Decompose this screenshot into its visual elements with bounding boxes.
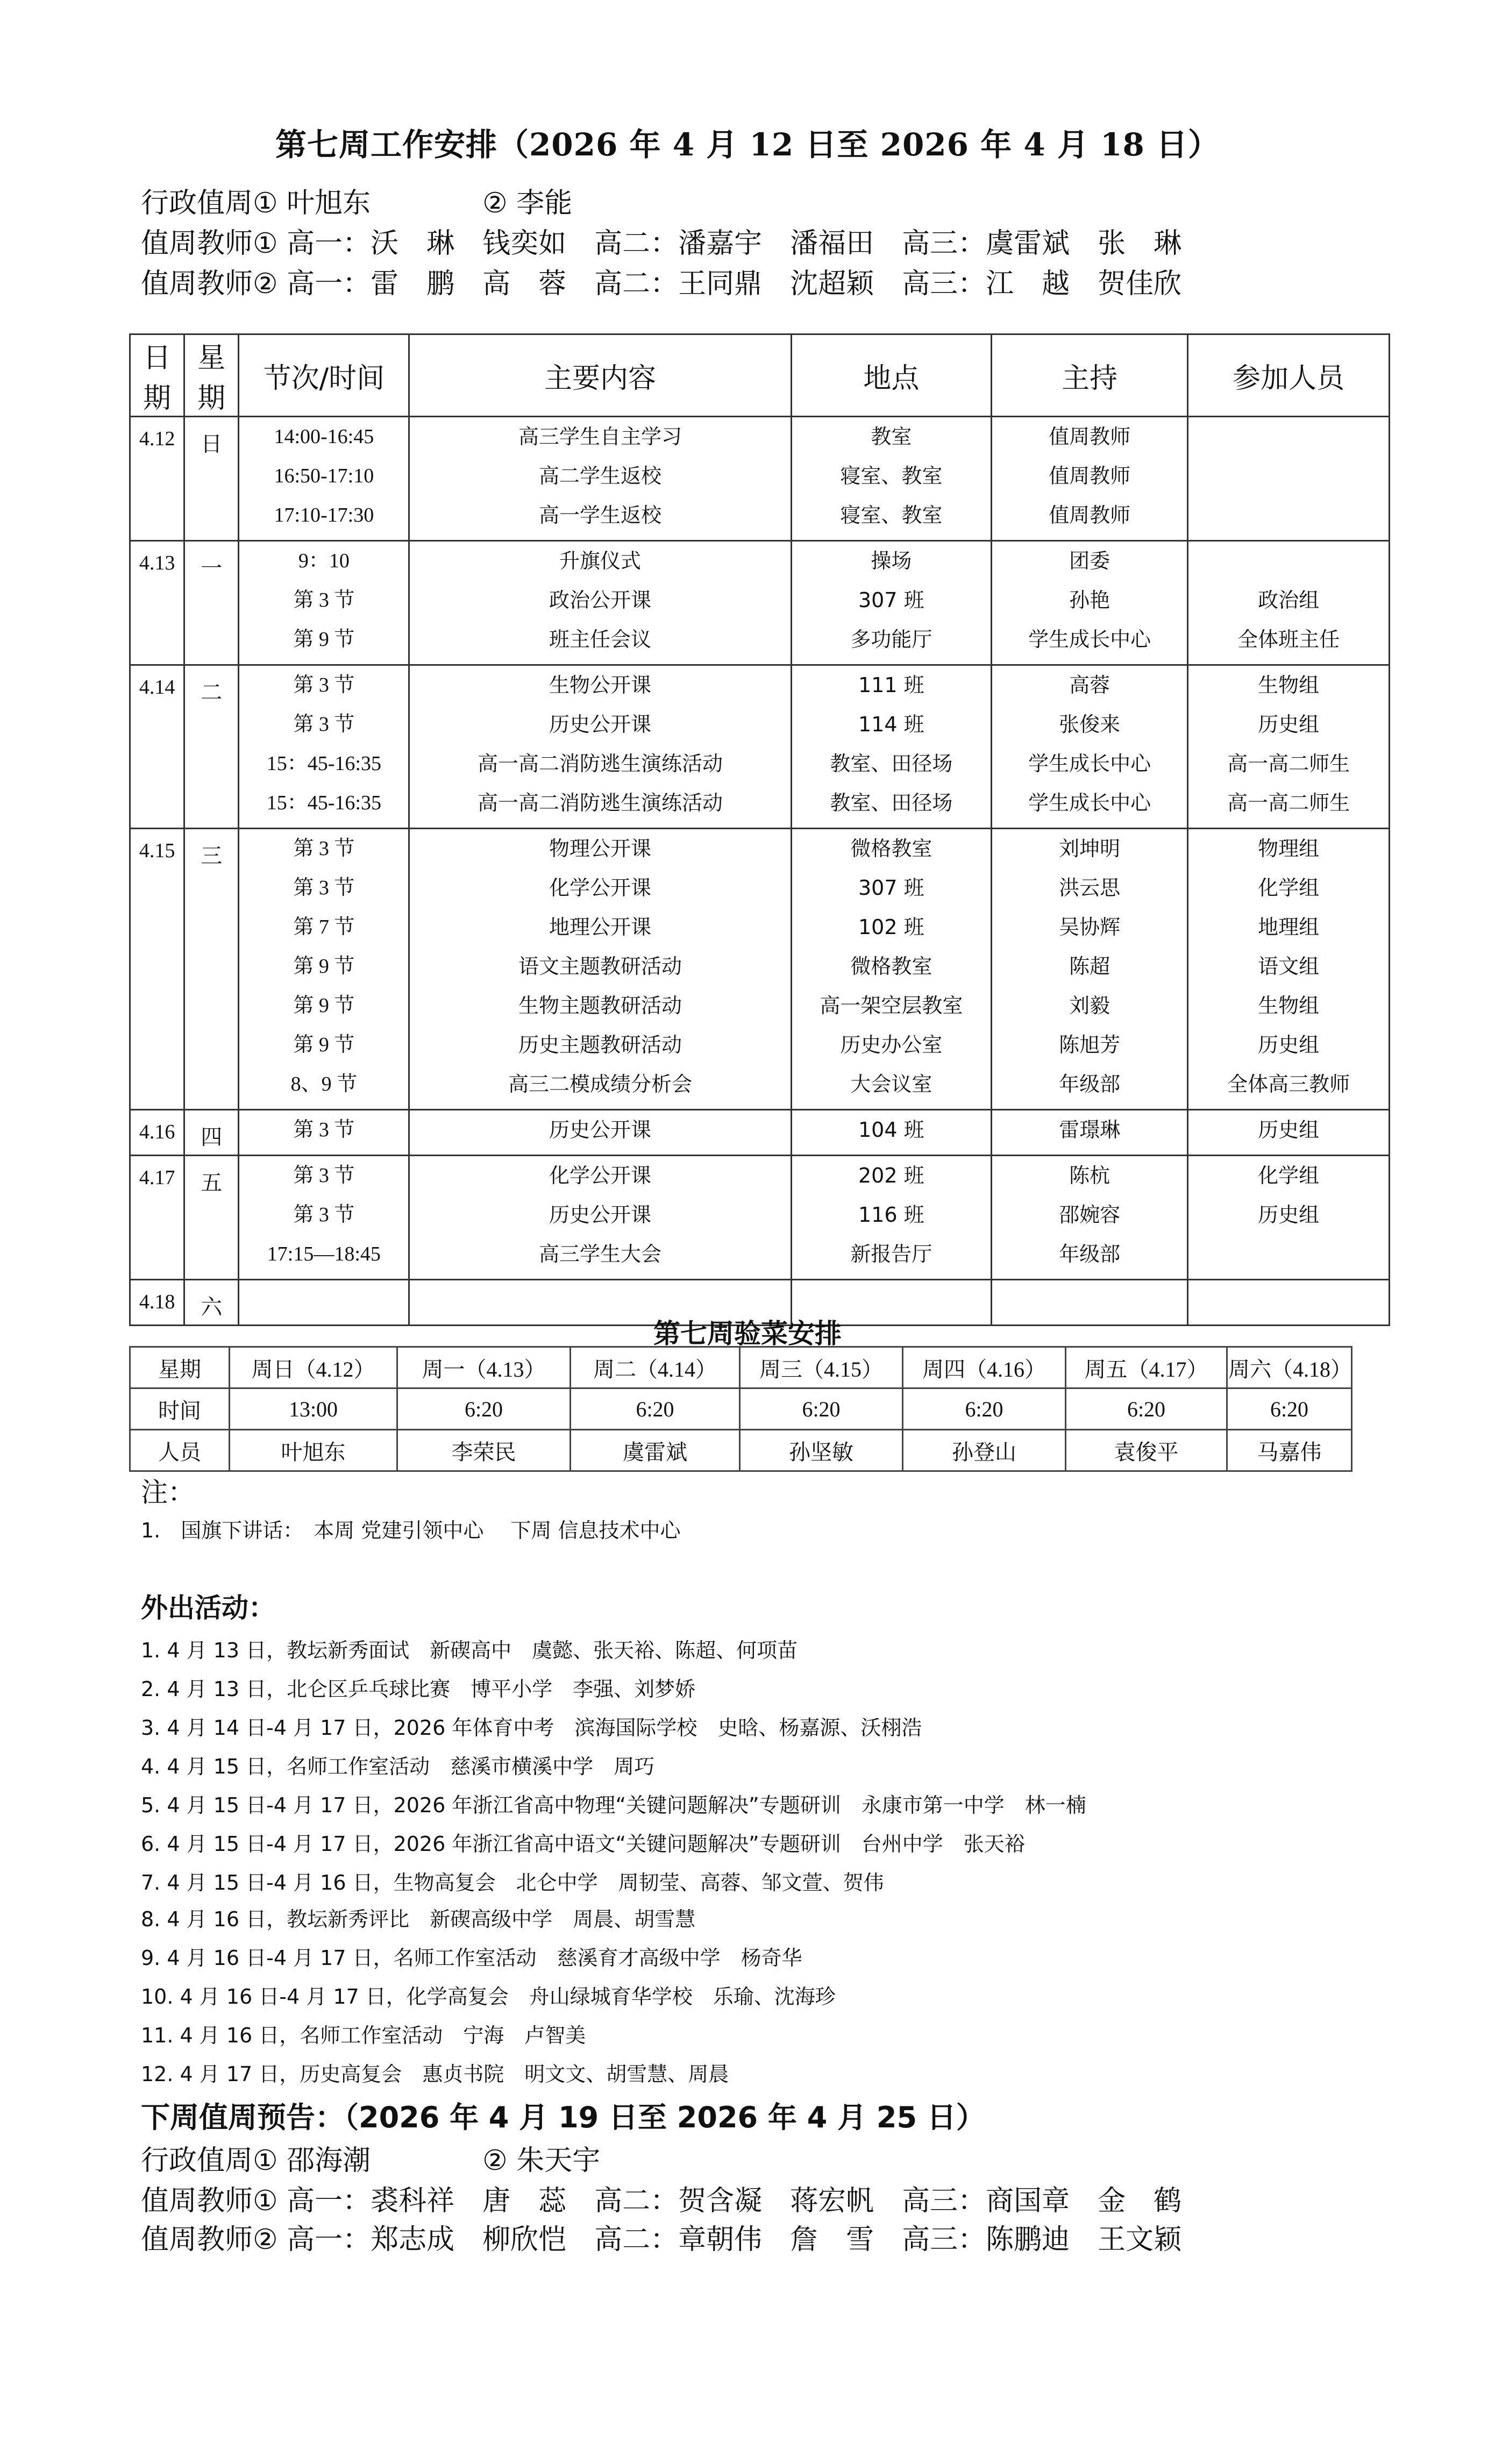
next-week-title: 下周值周预告：（2026 年 4 月 19 日至 2026 年 4 月 25 日） <box>141 2100 985 2134</box>
date-cell: 4.17 <box>130 1156 184 1280</box>
time-entry: 第 7 节 <box>293 916 355 938</box>
time-entry: 17:15—18:45 <box>267 1243 381 1265</box>
place-entry: 新报告厅 <box>850 1242 932 1266</box>
participant-entry: 生物组 <box>1258 994 1320 1017</box>
schedule-day-row <box>130 417 1390 541</box>
place-entry: 历史办公室 <box>840 1033 943 1057</box>
date-cell: 4.12 <box>130 417 184 541</box>
row-label: 星期 <box>130 1347 230 1388</box>
vegetable-cell: 6:20 <box>1227 1388 1352 1430</box>
vegetable-cell: 6:20 <box>903 1388 1066 1430</box>
content-cell <box>409 541 791 665</box>
time-entry: 第 3 节 <box>293 877 355 899</box>
place-entry: 寝室、教室 <box>840 464 943 488</box>
participant-cell <box>1188 1110 1390 1156</box>
content-entry: 化学公开课 <box>549 876 652 900</box>
host-entry: 吴协辉 <box>1059 915 1121 939</box>
host-entry: 陈旭芳 <box>1059 1033 1121 1057</box>
schedule-day-row <box>130 1110 1390 1156</box>
participant-entry: 历史组 <box>1258 1033 1320 1057</box>
outing-item: 11. 4 月 16 日，名师工作室活动 宁海 卢智美 <box>141 2024 586 2047</box>
host-entry: 学生成长中心 <box>1028 752 1151 775</box>
next-duty-teachers-1: 值周教师① 高一：裘科祥 唐 蕊 高二：贺含凝 蒋宏帆 高三：商国章 金 鹤 <box>141 2185 1182 2217</box>
weekday-cell: 一 <box>184 541 239 665</box>
header-place: 地点 <box>791 334 992 417</box>
place-entry: 102 班 <box>858 915 924 939</box>
place-entry: 操场 <box>871 549 912 573</box>
place-cell <box>791 1156 992 1280</box>
duty-teachers-2: 值周教师② 高一：雷 鹏 高 蓉 高二：王同鼎 沈超颖 高三：江 越 贺佳欣 <box>141 268 1182 300</box>
time-cell <box>239 829 409 1110</box>
participant-entry: 生物组 <box>1258 673 1320 697</box>
vegetable-table <box>129 1346 1352 1472</box>
vegetable-cell: 6:20 <box>740 1388 903 1430</box>
time-cell <box>239 417 409 541</box>
place-cell <box>791 541 992 665</box>
participant-entry: 政治组 <box>1258 588 1320 612</box>
host-cell <box>992 541 1188 665</box>
content-entry: 高三二模成绩分析会 <box>508 1072 693 1096</box>
host-entry: 张俊来 <box>1059 713 1121 736</box>
host-entry: 学生成长中心 <box>1028 791 1151 815</box>
content-entry: 化学公开课 <box>549 1164 652 1187</box>
time-entry: 第 9 节 <box>293 955 355 978</box>
participant-cell <box>1188 1156 1390 1280</box>
host-entry: 洪云思 <box>1059 876 1121 900</box>
header-date: 日期 <box>130 334 184 417</box>
time-entry: 第 3 节 <box>293 1203 355 1226</box>
schedule-header-row <box>130 334 1390 417</box>
header-host: 主持 <box>992 334 1188 417</box>
date-cell: 4.13 <box>130 541 184 665</box>
vegetable-cell: 周日（4.12） <box>230 1347 397 1388</box>
weekday-cell: 五 <box>184 1156 239 1280</box>
content-entry: 地理公开课 <box>549 915 652 939</box>
content-cell <box>409 1110 791 1156</box>
outing-item: 4. 4 月 15 日，名师工作室活动 慈溪市横溪中学 周巧 <box>141 1755 655 1778</box>
host-entry: 值周教师 <box>1049 503 1131 527</box>
outing-item: 10. 4 月 16 日-4 月 17 日，化学高复会 舟山绿城育华学校 乐瑜、沈海珍 <box>141 1985 836 2009</box>
content-cell <box>409 417 791 541</box>
host-entry: 高蓉 <box>1069 673 1110 697</box>
schedule-day-row <box>130 1156 1390 1280</box>
participant-cell <box>1188 417 1390 541</box>
weekday-cell: 三 <box>184 829 239 1110</box>
participant-entry: 高一高二师生 <box>1227 791 1350 815</box>
host-cell <box>992 829 1188 1110</box>
content-entry: 班主任会议 <box>549 628 652 651</box>
host-entry: 邵婉容 <box>1059 1203 1121 1227</box>
host-entry: 陈超 <box>1069 955 1110 978</box>
place-entry: 教室、田径场 <box>830 752 953 775</box>
participant-entry: 全体班主任 <box>1237 628 1340 651</box>
host-cell <box>992 665 1188 829</box>
vegetable-cell: 马嘉伟 <box>1227 1430 1352 1471</box>
content-entry: 高二学生返校 <box>539 464 662 488</box>
place-entry: 多功能厅 <box>850 628 932 651</box>
place-cell <box>791 829 992 1110</box>
content-entry: 政治公开课 <box>549 588 652 612</box>
place-entry: 高一架空层教室 <box>820 994 963 1017</box>
participant-entry <box>1188 542 1389 581</box>
content-entry: 生物公开课 <box>549 673 652 697</box>
schedule-table <box>129 333 1390 1326</box>
host-entry: 年级部 <box>1059 1242 1121 1266</box>
participant-entry: 历史组 <box>1258 713 1320 736</box>
content-cell <box>409 1156 791 1280</box>
time-entry: 第 3 节 <box>293 837 355 860</box>
vegetable-cell: 叶旭东 <box>230 1430 397 1471</box>
vegetable-cell: 李荣民 <box>397 1430 571 1471</box>
vegetable-cell: 周四（4.16） <box>903 1347 1066 1388</box>
host-cell <box>992 1156 1188 1280</box>
time-entry: 第 3 节 <box>293 1164 355 1187</box>
host-cell <box>992 1110 1188 1156</box>
outing-item: 12. 4 月 17 日，历史高复会 惠贞书院 明文文、胡雪慧、周晨 <box>141 2062 729 2086</box>
vegetable-cell: 袁俊平 <box>1066 1430 1227 1471</box>
participant-entry: 地理组 <box>1258 915 1320 939</box>
vegetable-cell: 孙坚敏 <box>740 1430 903 1471</box>
host-entry: 年级部 <box>1059 1072 1121 1096</box>
vegetable-cell: 周六（4.18） <box>1227 1347 1352 1388</box>
place-entry: 微格教室 <box>850 955 932 978</box>
time-cell <box>239 1110 409 1156</box>
host-entry: 值周教师 <box>1049 464 1131 488</box>
content-entry: 历史公开课 <box>549 1203 652 1227</box>
participant-entry <box>1188 496 1389 535</box>
content-entry: 历史公开课 <box>549 713 652 736</box>
content-entry: 历史主题教研活动 <box>518 1033 682 1057</box>
date-cell: 4.16 <box>130 1110 184 1156</box>
time-entry: 第 9 节 <box>293 994 355 1017</box>
vegetable-cell: 虞雷斌 <box>571 1430 740 1471</box>
host-entry: 刘毅 <box>1069 994 1110 1017</box>
date-cell: 4.14 <box>130 665 184 829</box>
time-cell <box>239 665 409 829</box>
participant-entry: 语文组 <box>1258 955 1320 978</box>
next-admin-duty: 行政值周① 邵海潮 ② 朱天宇 <box>141 2145 601 2177</box>
content-entry: 物理公开课 <box>549 837 652 860</box>
vegetable-cell: 6:20 <box>571 1388 740 1430</box>
host-entry: 孙艳 <box>1069 588 1110 612</box>
place-entry: 307 班 <box>858 588 924 612</box>
content-cell <box>409 829 791 1110</box>
participant-entry <box>1188 1235 1389 1274</box>
header-content: 主要内容 <box>409 334 791 417</box>
content-entry: 高一高二消防逃生演练活动 <box>478 752 723 775</box>
place-cell <box>791 417 992 541</box>
vegetable-cell: 周三（4.15） <box>740 1347 903 1388</box>
participant-entry: 历史组 <box>1258 1203 1320 1227</box>
vegetable-cell: 6:20 <box>397 1388 571 1430</box>
place-entry: 教室、田径场 <box>830 791 953 815</box>
participant-entry: 化学组 <box>1258 876 1320 900</box>
time-entry: 16:50-17:10 <box>274 465 374 487</box>
place-entry: 116 班 <box>858 1203 924 1227</box>
participant-entry: 化学组 <box>1258 1164 1320 1187</box>
date-cell: 4.15 <box>130 829 184 1110</box>
time-entry: 第 3 节 <box>293 713 355 736</box>
time-entry: 第 9 节 <box>293 628 355 651</box>
header-weekday: 星期 <box>184 334 239 417</box>
place-entry: 寝室、教室 <box>840 503 943 527</box>
time-entry: 15：45-16:35 <box>266 752 381 775</box>
outing-item: 1. 4 月 13 日，教坛新秀面试 新碶高中 虞懿、张天裕、陈超、何项苗 <box>141 1639 798 1662</box>
content-entry: 高一学生返校 <box>539 503 662 527</box>
vegetable-title: 第七周验菜安排 <box>653 1318 842 1349</box>
schedule-day-row <box>130 541 1390 665</box>
place-entry: 104 班 <box>858 1118 924 1142</box>
time-cell <box>239 1156 409 1280</box>
host-entry: 陈杭 <box>1069 1164 1110 1187</box>
participant-cell <box>1188 829 1390 1110</box>
outing-item: 2. 4 月 13 日，北仑区乒乓球比赛 博平小学 李强、刘梦娇 <box>141 1677 696 1701</box>
place-cell <box>791 1110 992 1156</box>
notes-heading: 注： <box>141 1477 195 1508</box>
vegetable-cell: 周二（4.14） <box>571 1347 740 1388</box>
time-entry: 第 3 节 <box>293 1119 355 1141</box>
host-entry: 值周教师 <box>1049 425 1131 448</box>
time-entry: 8、9 节 <box>290 1073 358 1095</box>
vegetable-cell: 6:20 <box>1066 1388 1227 1430</box>
participant-cell <box>1188 541 1390 665</box>
participant-entry: 历史组 <box>1258 1118 1320 1142</box>
time-entry: 9：10 <box>298 550 350 572</box>
vegetable-cell: 13:00 <box>230 1388 397 1430</box>
content-entry: 高三学生大会 <box>539 1242 662 1266</box>
weekday-cell: 四 <box>184 1110 239 1156</box>
outings-heading: 外出活动： <box>141 1592 275 1623</box>
row-label: 时间 <box>130 1388 230 1430</box>
participant-cell <box>1188 665 1390 829</box>
outing-item: 3. 4 月 14 日-4 月 17 日，2026 年体育中考 滨海国际学校 史晗、杨嘉源、沃栩浩 <box>141 1716 922 1740</box>
time-entry: 15：45-16:35 <box>266 792 381 814</box>
time-entry: 第 3 节 <box>293 589 355 611</box>
row-label: 人员 <box>130 1430 230 1471</box>
content-entry: 升旗仪式 <box>559 549 642 573</box>
header-time: 节次/时间 <box>239 334 409 417</box>
weekday-cell: 二 <box>184 665 239 829</box>
outing-item: 6. 4 月 15 日-4 月 17 日，2026 年浙江省高中语文“关键问题解决”专题研训 台州中学 张天裕 <box>141 1832 1025 1856</box>
time-entry: 17:10-17:30 <box>274 504 374 526</box>
time-entry: 第 3 节 <box>293 674 355 696</box>
place-entry: 307 班 <box>858 876 924 900</box>
time-entry: 第 9 节 <box>293 1034 355 1056</box>
vegetable-weekday-row <box>130 1347 1352 1388</box>
schedule-day-row <box>130 665 1390 829</box>
header-participants: 参加人员 <box>1188 334 1390 417</box>
time-entry: 14:00-16:45 <box>274 425 374 448</box>
outing-item: 5. 4 月 15 日-4 月 17 日，2026 年浙江省高中物理“关键问题解决”专题研训 永康市第一中学 林一楠 <box>141 1793 1086 1817</box>
vegetable-time-row <box>130 1388 1352 1430</box>
content-entry: 高一高二消防逃生演练活动 <box>478 791 723 815</box>
vegetable-cell: 周一（4.13） <box>397 1347 571 1388</box>
note-item: 1. 国旗下讲话： 本周 党建引领中心 下周 信息技术中心 <box>141 1519 681 1542</box>
content-entry: 高三学生自主学习 <box>518 425 682 448</box>
content-entry: 历史公开课 <box>549 1118 652 1142</box>
admin-duty: 行政值周① 叶旭东 ② 李能 <box>141 187 573 219</box>
outing-item: 9. 4 月 16 日-4 月 17 日，名师工作室活动 慈溪育才高级中学 杨奇华 <box>141 1946 802 1970</box>
host-entry: 团委 <box>1069 549 1110 573</box>
vegetable-people-row <box>130 1430 1352 1471</box>
vegetable-cell: 周五（4.17） <box>1066 1347 1227 1388</box>
next-duty-teachers-2: 值周教师② 高一：郑志成 柳欣恺 高二：章朝伟 詹 雪 高三：陈鹏迪 王文颖 <box>141 2224 1182 2256</box>
weekday-cell: 六 <box>184 1280 239 1326</box>
participant-entry: 物理组 <box>1258 837 1320 860</box>
place-cell <box>791 665 992 829</box>
outing-item: 8. 4 月 16 日，教坛新秀评比 新碶高级中学 周晨、胡雪慧 <box>141 1907 696 1931</box>
outing-item: 7. 4 月 15 日-4 月 16 日，生物高复会 北仑中学 周韧莹、高蓉、邹文萱、贺伟 <box>141 1871 884 1895</box>
weekday-cell: 日 <box>184 417 239 541</box>
place-entry: 大会议室 <box>850 1072 932 1096</box>
place-entry: 114 班 <box>858 713 924 736</box>
place-entry: 202 班 <box>858 1164 924 1187</box>
place-entry: 111 班 <box>858 673 924 697</box>
duty-teachers-1: 值周教师① 高一：沃 琳 钱奕如 高二：潘嘉宇 潘福田 高三：虞雷斌 张 琳 <box>141 227 1182 260</box>
participant-entry <box>1188 417 1389 457</box>
content-entry: 语文主题教研活动 <box>518 955 682 978</box>
content-entry: 生物主题教研活动 <box>518 994 682 1017</box>
date-cell: 4.18 <box>130 1280 184 1326</box>
time-cell <box>239 541 409 665</box>
participant-entry <box>1188 457 1389 496</box>
page-title: 第七周工作安排（2026 年 4 月 12 日至 2026 年 4 月 18 日） <box>275 126 1220 163</box>
host-entry: 雷璟琳 <box>1059 1118 1121 1142</box>
host-cell <box>992 417 1188 541</box>
content-cell <box>409 665 791 829</box>
vegetable-cell: 孙登山 <box>903 1430 1066 1471</box>
participant-entry: 全体高三教师 <box>1227 1072 1350 1096</box>
participant-entry: 高一高二师生 <box>1227 752 1350 775</box>
place-entry: 微格教室 <box>850 837 932 860</box>
host-entry: 学生成长中心 <box>1028 628 1151 651</box>
host-entry: 刘坤明 <box>1059 837 1121 860</box>
place-entry: 教室 <box>871 425 912 448</box>
schedule-day-row <box>130 829 1390 1110</box>
